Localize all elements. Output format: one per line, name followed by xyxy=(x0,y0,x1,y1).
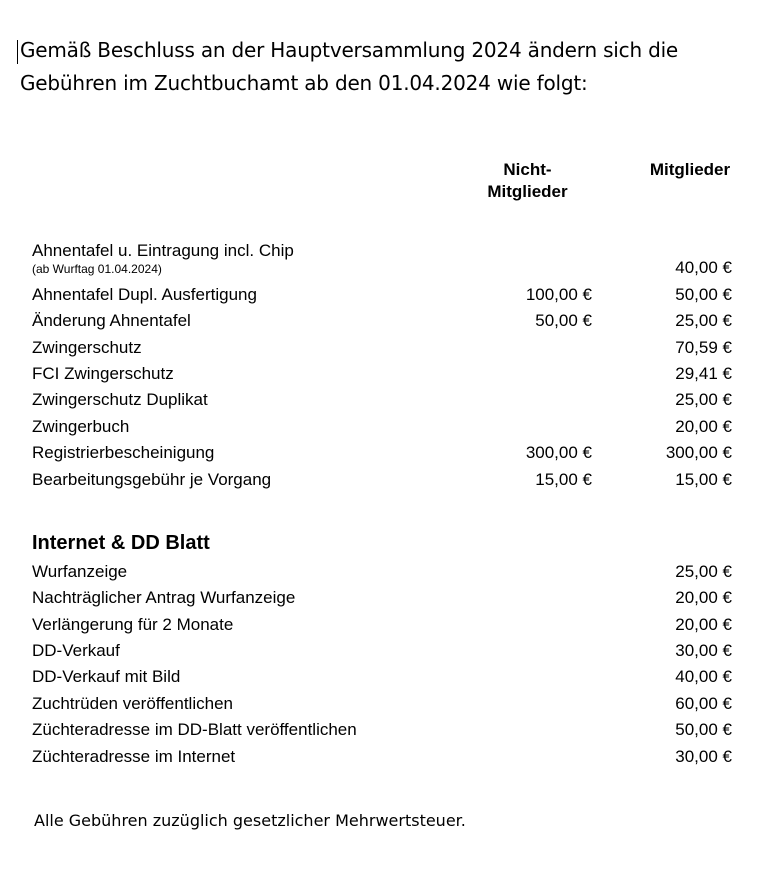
fee-row xyxy=(32,440,732,466)
fee-label: Züchteradresse im DD-Blatt veröffentlichen xyxy=(32,720,357,739)
fee-row xyxy=(32,612,732,638)
column-header-members: Mitglieder xyxy=(649,160,731,179)
fee-row xyxy=(32,308,732,334)
member-fee: 25,00 € xyxy=(675,390,732,409)
fee-row xyxy=(32,638,732,664)
member-fee: 50,00 € xyxy=(675,720,732,739)
member-fee: 30,00 € xyxy=(675,641,732,660)
fee-label: DD-Verkauf xyxy=(32,641,120,660)
fee-label: Zwingerschutz Duplikat xyxy=(32,390,208,409)
fee-row xyxy=(32,282,732,308)
non-member-fee: 100,00 € xyxy=(525,285,592,304)
fee-row xyxy=(32,414,732,440)
fee-row xyxy=(32,467,732,493)
intro-text xyxy=(20,34,678,100)
fee-label: FCI Zwingerschutz xyxy=(32,364,174,383)
fee-row xyxy=(32,664,732,690)
section-title-internet: Internet & DD Blatt xyxy=(32,532,210,554)
member-fee: 30,00 € xyxy=(675,747,732,766)
member-fee: 60,00 € xyxy=(675,694,732,713)
member-fee: 20,00 € xyxy=(675,417,732,436)
intro-line-2: Gebühren im Zuchtbuchamt ab den 01.04.2024 wie folgt: xyxy=(20,71,588,95)
fee-label: Zwingerschutz xyxy=(32,338,142,357)
fee-row xyxy=(32,717,732,743)
fee-label: Wurfanzeige xyxy=(32,562,128,581)
member-fee: 300,00 € xyxy=(665,443,732,462)
member-fee: 70,59 € xyxy=(675,338,732,357)
fee-label: DD-Verkauf mit Bild xyxy=(32,667,181,686)
member-fee: 40,00 € xyxy=(675,667,732,686)
member-fee: 29,41 € xyxy=(675,364,732,383)
intro-line-1: Gemäß Beschluss an der Hauptversammlung 2024 ändern sich die xyxy=(20,38,679,62)
member-fee: 50,00 € xyxy=(675,285,732,304)
fee-label: Registrierbescheinigung xyxy=(32,443,215,462)
fee-label: Zuchtrüden veröffentlichen xyxy=(32,694,233,713)
member-fee: 20,00 € xyxy=(675,615,732,634)
member-fee: 25,00 € xyxy=(675,311,732,330)
fee-label: Änderung Ahnentafel xyxy=(32,311,191,330)
fee-row xyxy=(32,585,732,611)
member-fee: 25,00 € xyxy=(675,562,732,581)
fee-label: Zwingerbuch xyxy=(32,417,130,436)
fee-row xyxy=(32,335,732,361)
column-header-non-members: Nicht- Mitglieder xyxy=(487,160,568,201)
member-fee: 15,00 € xyxy=(675,470,732,489)
fee-label: Nachträglicher Antrag Wurfanzeige xyxy=(32,588,296,607)
non-member-fee: 50,00 € xyxy=(535,311,592,330)
fee-label: Züchteradresse im Internet xyxy=(32,747,236,766)
fee-row-values xyxy=(32,255,732,281)
fee-label: Bearbeitungsgebühr je Vorgang xyxy=(32,470,272,489)
non-member-fee: 15,00 € xyxy=(535,470,592,489)
fee-row xyxy=(32,387,732,413)
member-fee: 20,00 € xyxy=(675,588,732,607)
fee-row xyxy=(32,361,732,387)
fee-row xyxy=(32,559,732,585)
fee-row xyxy=(32,691,732,717)
member-fee: 40,00 € xyxy=(675,258,732,277)
fee-label: Verlängerung für 2 Monate xyxy=(32,615,234,634)
vat-footnote: Alle Gebühren zuzüglich gesetzlicher Mehrwertsteuer. xyxy=(34,811,466,830)
text-cursor xyxy=(17,40,18,64)
fee-label: Ahnentafel Dupl. Ausfertigung xyxy=(32,285,257,304)
fee-sublabel: (ab Wurftag 01.04.2024) xyxy=(32,262,162,276)
fee-row xyxy=(32,744,732,770)
non-member-fee: 300,00 € xyxy=(525,443,592,462)
fee-label: Ahnentafel u. Eintragung incl. Chip xyxy=(32,241,294,260)
